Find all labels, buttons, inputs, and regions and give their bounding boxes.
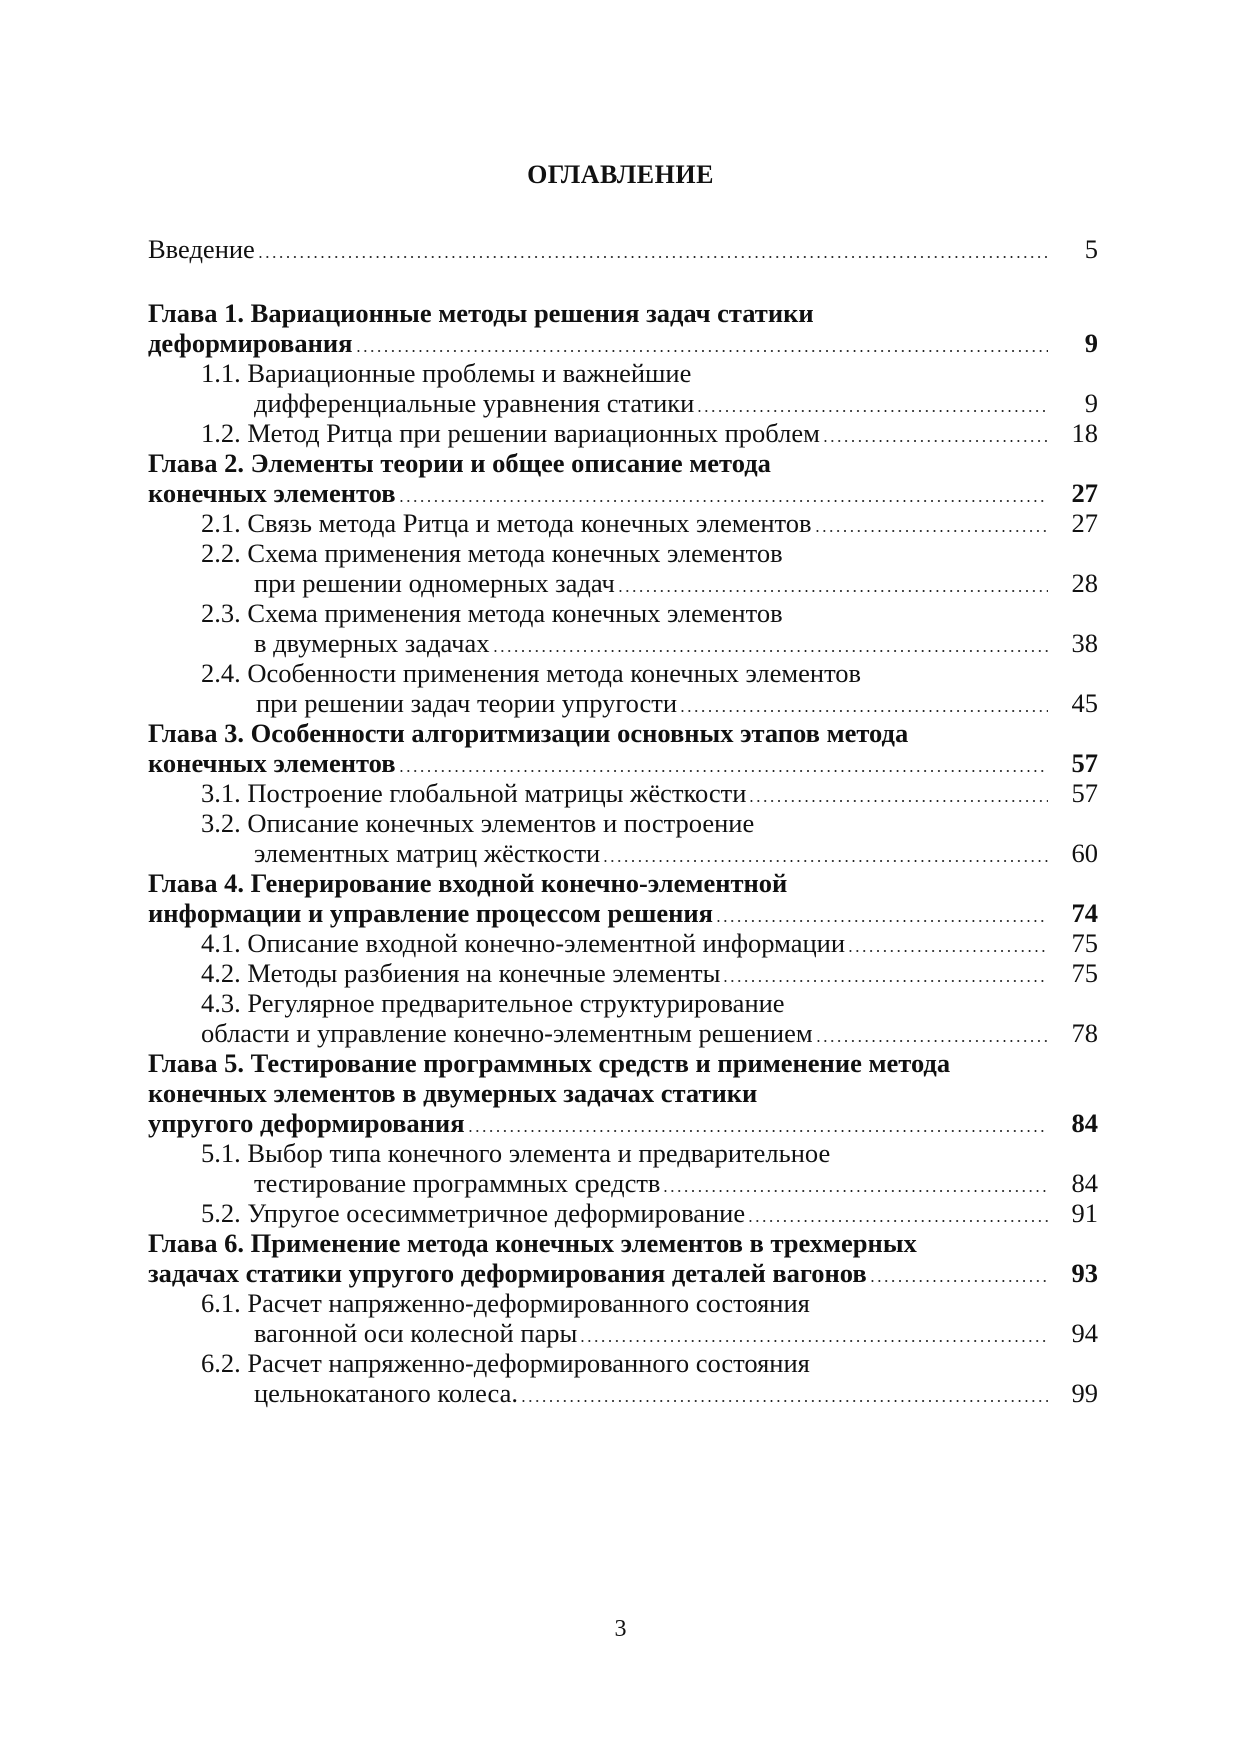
dot-leader xyxy=(696,410,1048,412)
toc-section-line xyxy=(148,1286,1098,1320)
dot-leader xyxy=(715,920,1048,922)
dot-leader xyxy=(579,1340,1048,1342)
toc-entry-text: тестирование программных средств xyxy=(254,1168,661,1198)
toc-chapter-line xyxy=(148,1256,1098,1290)
toc-section-line xyxy=(148,1136,1098,1170)
toc-section-line xyxy=(148,386,1098,420)
toc-entry-text: 3.1. Построение глобальной матрицы жёсткости xyxy=(201,778,747,808)
toc-chapter-line xyxy=(148,866,1098,900)
toc-page-number: 27 xyxy=(1071,478,1098,508)
dot-leader xyxy=(722,980,1048,982)
toc-entry-text: 2.1. Связь метода Ритца и метода конечных элементов xyxy=(201,508,812,538)
toc-chapter-line xyxy=(148,446,1098,480)
dot-leader xyxy=(257,256,1048,258)
toc-page-number: 91 xyxy=(1071,1198,1098,1228)
toc-section-line xyxy=(148,596,1098,630)
toc-entry-text: Глава 6. Применение метода конечных элементов в трехмерных xyxy=(148,1228,917,1258)
dot-leader xyxy=(814,530,1048,532)
toc-section-line xyxy=(148,806,1098,840)
dot-leader xyxy=(617,590,1048,592)
dot-leader xyxy=(822,440,1048,442)
toc-page-number: 18 xyxy=(1071,418,1098,448)
page-title: ОГЛАВЛЕНИЕ xyxy=(527,160,714,189)
toc-section-line xyxy=(148,506,1098,540)
dot-leader xyxy=(747,1220,1048,1222)
toc-entry-text: дифференциальные уравнения статики xyxy=(254,388,695,418)
toc-entry-text: конечных элементов в двумерных задачах статики xyxy=(148,1078,758,1108)
toc-page-number: 75 xyxy=(1071,958,1098,988)
dot-leader xyxy=(748,800,1048,802)
toc-page-number: 57 xyxy=(1071,748,1098,778)
toc-section-line xyxy=(148,836,1098,870)
dot-leader xyxy=(662,1190,1048,1192)
toc-chapter-line xyxy=(148,896,1098,930)
toc-section-line xyxy=(148,416,1098,450)
toc-section-line xyxy=(148,1316,1098,1350)
toc-entry-text: конечных элементов xyxy=(148,478,396,508)
toc-entry-text: Глава 5. Тестирование программных средств и применение метода xyxy=(148,1048,951,1078)
toc-entry-text: 4.1. Описание входной конечно-элементной информации xyxy=(201,928,846,958)
toc-chapter-line xyxy=(148,716,1098,750)
toc-section-line xyxy=(148,1016,1098,1050)
toc-entry-text: при решении одномерных задач xyxy=(254,568,615,598)
toc-chapter-line xyxy=(148,326,1098,360)
toc-entry-text: 2.3. Схема применения метода конечных элементов xyxy=(201,598,783,628)
toc-entry-text: информации и управление процессом решения xyxy=(148,898,713,928)
toc-entry-text: упругого деформирования xyxy=(148,1108,465,1138)
toc-section-line xyxy=(148,1346,1098,1380)
toc-entry-text: 6.2. Расчет напряженно-деформированного состояния xyxy=(201,1348,810,1378)
toc-section-line xyxy=(148,536,1098,570)
toc-page-number: 5 xyxy=(1084,234,1098,264)
toc-entry-text: Глава 1. Вариационные методы решения задач статики xyxy=(148,298,814,328)
toc-section-line xyxy=(148,686,1098,720)
toc-entry-text: 5.1. Выбор типа конечного элемента и предварительное xyxy=(201,1138,831,1168)
toc-page-number: 78 xyxy=(1071,1018,1098,1048)
toc-entry-text: Глава 3. Особенности алгоритмизации основных этапов метода xyxy=(148,718,909,748)
toc-page-number: 27 xyxy=(1071,508,1098,538)
toc-section-line xyxy=(148,1196,1098,1230)
toc-chapter-line xyxy=(148,1046,1098,1080)
toc-section-line xyxy=(148,566,1098,600)
toc-chapter-line xyxy=(148,1106,1098,1140)
toc-entry-text: Глава 4. Генерирование входной конечно-элементной xyxy=(148,868,788,898)
dot-leader xyxy=(520,1400,1048,1402)
dot-leader xyxy=(467,1130,1048,1132)
dot-leader xyxy=(869,1280,1048,1282)
toc-entry-text: 5.2. Упругое осесимметричное деформирование xyxy=(201,1198,746,1228)
dot-leader xyxy=(847,950,1048,952)
toc-entry-text: Глава 2. Элементы теории и общее описание метода xyxy=(148,448,771,478)
toc-page-number: 74 xyxy=(1071,898,1098,928)
toc-page-number: 57 xyxy=(1071,778,1098,808)
toc-page-number: 75 xyxy=(1071,928,1098,958)
toc-page-number: 99 xyxy=(1071,1378,1098,1408)
toc-chapter-line xyxy=(148,746,1098,780)
toc-page-number: 45 xyxy=(1071,688,1098,718)
toc-entry-text: конечных элементов xyxy=(148,748,396,778)
toc-section-line xyxy=(148,1166,1098,1200)
toc-entry-text: деформирования xyxy=(148,328,353,358)
toc-page-number: 84 xyxy=(1071,1108,1098,1138)
toc-entry-text: 1.1. Вариационные проблемы и важнейшие xyxy=(201,358,692,388)
dot-leader xyxy=(815,1040,1048,1042)
toc-section-line xyxy=(148,926,1098,960)
toc-page-number: 94 xyxy=(1071,1318,1098,1348)
dot-leader xyxy=(355,350,1048,352)
page-number: 3 xyxy=(614,1616,627,1642)
dot-leader xyxy=(398,500,1048,502)
toc-page-number: 84 xyxy=(1071,1168,1098,1198)
toc-section-line xyxy=(148,776,1098,810)
dot-leader xyxy=(679,710,1048,712)
toc-section-line xyxy=(148,232,1098,266)
toc-section-line xyxy=(148,986,1098,1020)
toc-entry-text: 6.1. Расчет напряженно-деформированного состояния xyxy=(201,1288,810,1318)
toc-page-number: 38 xyxy=(1071,628,1098,658)
dot-leader xyxy=(398,770,1048,772)
toc-page-number: 9 xyxy=(1084,388,1098,418)
toc-page-number: 28 xyxy=(1071,568,1098,598)
toc-entry-text: 3.2. Описание конечных элементов и построение xyxy=(201,808,755,838)
toc-entry-text: цельнокатаного колеса. xyxy=(254,1378,518,1408)
toc-entry-text: 2.4. Особенности применения метода конечных элементов xyxy=(201,658,862,688)
toc-page-number: 93 xyxy=(1071,1258,1098,1288)
toc-entry-text: 4.2. Методы разбиения на конечные элементы xyxy=(201,958,721,988)
toc-entry-text: 1.2. Метод Ритца при решении вариационных проблем xyxy=(201,418,820,448)
toc-entry-text: элементных матриц жёсткости xyxy=(254,838,601,868)
toc-section-line xyxy=(148,356,1098,390)
toc-section-line xyxy=(148,626,1098,660)
toc-section-line xyxy=(148,956,1098,990)
toc-section-line xyxy=(148,1376,1098,1410)
toc-entry-text: 2.2. Схема применения метода конечных элементов xyxy=(201,538,783,568)
toc-chapter-line xyxy=(148,1226,1098,1260)
toc-entry-text: в двумерных задачах xyxy=(254,628,490,658)
toc-chapter-line xyxy=(148,296,1098,330)
toc-section-line xyxy=(148,656,1098,690)
dot-leader xyxy=(492,650,1048,652)
toc-entry-text: вагонной оси колесной пары xyxy=(254,1318,578,1348)
toc-chapter-line xyxy=(148,476,1098,510)
toc-entry-text: Введение xyxy=(148,234,255,264)
toc-page-number: 9 xyxy=(1084,328,1098,358)
toc-entry-text: области и управление конечно-элементным решением xyxy=(201,1018,813,1048)
toc-entry-text: задачах статики упругого деформирования деталей вагонов xyxy=(148,1258,867,1288)
toc-page-number: 60 xyxy=(1071,838,1098,868)
toc-entry-text: при решении задач теории упругости xyxy=(256,688,678,718)
toc-entry-text: 4.3. Регулярное предварительное структурирование xyxy=(201,988,785,1018)
dot-leader xyxy=(602,860,1048,862)
toc-chapter-line xyxy=(148,1076,1098,1110)
